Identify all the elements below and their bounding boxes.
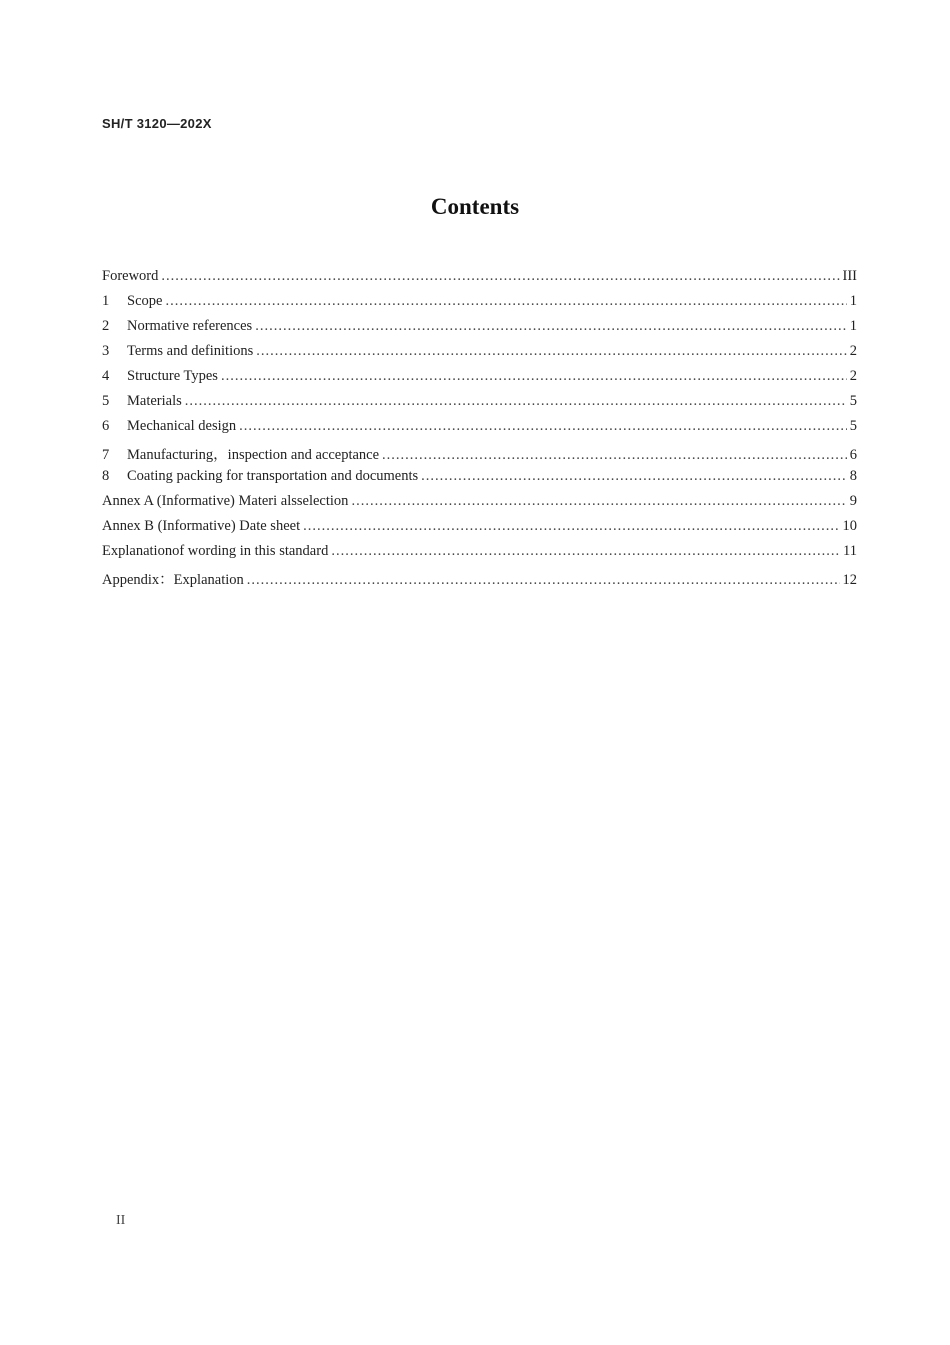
- toc-page-number: 5: [849, 418, 857, 434]
- document-code: SH/T 3120—202X: [102, 116, 212, 131]
- toc-entry-label: Structure Types: [127, 368, 218, 384]
- toc-entry-annex-a[interactable]: [102, 493, 857, 518]
- toc-entry-mechanical-design[interactable]: [102, 418, 857, 443]
- toc-entry-normative-references[interactable]: [102, 318, 857, 343]
- toc-page-number: 6: [849, 447, 857, 463]
- toc-entry-label: Scope: [127, 293, 163, 309]
- toc-page-number: III: [842, 268, 857, 284]
- toc-entry-label: Manufacturing，inspection and acceptance: [127, 447, 380, 463]
- toc-entry-label: Terms and definitions: [127, 343, 254, 359]
- toc-entry-label: Explanationof wording in this standard: [102, 543, 329, 559]
- toc-page-number: 2: [849, 343, 857, 359]
- toc-entry-explanation-of-wording[interactable]: [102, 543, 857, 568]
- toc-section-number: 5: [102, 393, 110, 409]
- toc-entry-label: Coating packing for transportation and documents: [127, 468, 419, 484]
- toc-entry-foreword[interactable]: [102, 268, 857, 293]
- toc-entry-label: Mechanical design: [127, 418, 237, 434]
- toc-page-number: 11: [843, 543, 857, 559]
- toc-page-number: 2: [849, 368, 857, 384]
- toc-entry-manufacturing[interactable]: [102, 443, 857, 468]
- toc-dot-leader: [382, 447, 847, 464]
- toc-entry-label: Materials: [127, 393, 182, 409]
- toc-dot-leader: [256, 343, 847, 360]
- toc-section-number: 1: [102, 293, 110, 309]
- page-title: Contents: [430, 194, 520, 219]
- toc-entry-label: Annex A (Informative) Materi alsselection: [102, 493, 349, 509]
- toc-entry-annex-b[interactable]: [102, 518, 857, 543]
- toc-page-number: 8: [849, 468, 857, 484]
- toc-entry-label: Foreword: [102, 268, 159, 284]
- toc-dot-leader: [161, 268, 839, 285]
- toc-section-number: 4: [102, 368, 110, 384]
- toc-page-number: 9: [849, 493, 857, 509]
- toc-dot-leader: [239, 418, 847, 435]
- toc-entry-terms-definitions[interactable]: [102, 343, 857, 368]
- toc-section-number: 2: [102, 318, 110, 334]
- toc-entry-label: Normative references: [127, 318, 253, 334]
- toc-section-number: 7: [102, 447, 110, 463]
- toc-page-number: 5: [849, 393, 857, 409]
- toc-page-number: 1: [849, 293, 857, 309]
- toc-section-number: 6: [102, 418, 110, 434]
- toc-section-number: 3: [102, 343, 110, 359]
- toc-dot-leader: [351, 493, 846, 510]
- toc-entry-coating-packing[interactable]: [102, 468, 857, 493]
- toc-dot-leader: [185, 393, 847, 410]
- toc-page-number: 10: [842, 518, 857, 534]
- toc-page-number: 12: [842, 572, 857, 588]
- toc-dot-leader: [247, 572, 840, 589]
- toc-page-number: 1: [849, 318, 857, 334]
- toc-dot-leader: [303, 518, 839, 535]
- toc-entry-appendix[interactable]: [102, 568, 857, 593]
- toc-section-number: 8: [102, 468, 110, 484]
- table-of-contents: [102, 268, 857, 593]
- toc-dot-leader: [165, 293, 846, 310]
- toc-dot-leader: [331, 543, 840, 560]
- toc-entry-structure-types[interactable]: [102, 368, 857, 393]
- toc-dot-leader: [255, 318, 847, 335]
- toc-entry-label: Annex B (Informative) Date sheet: [102, 518, 301, 534]
- toc-dot-leader: [221, 368, 847, 385]
- page-number: II: [116, 1213, 126, 1228]
- toc-dot-leader: [421, 468, 847, 485]
- toc-entry-scope[interactable]: [102, 293, 857, 318]
- toc-entry-materials[interactable]: [102, 393, 857, 418]
- toc-entry-label: Appendix：Explanation: [102, 572, 244, 588]
